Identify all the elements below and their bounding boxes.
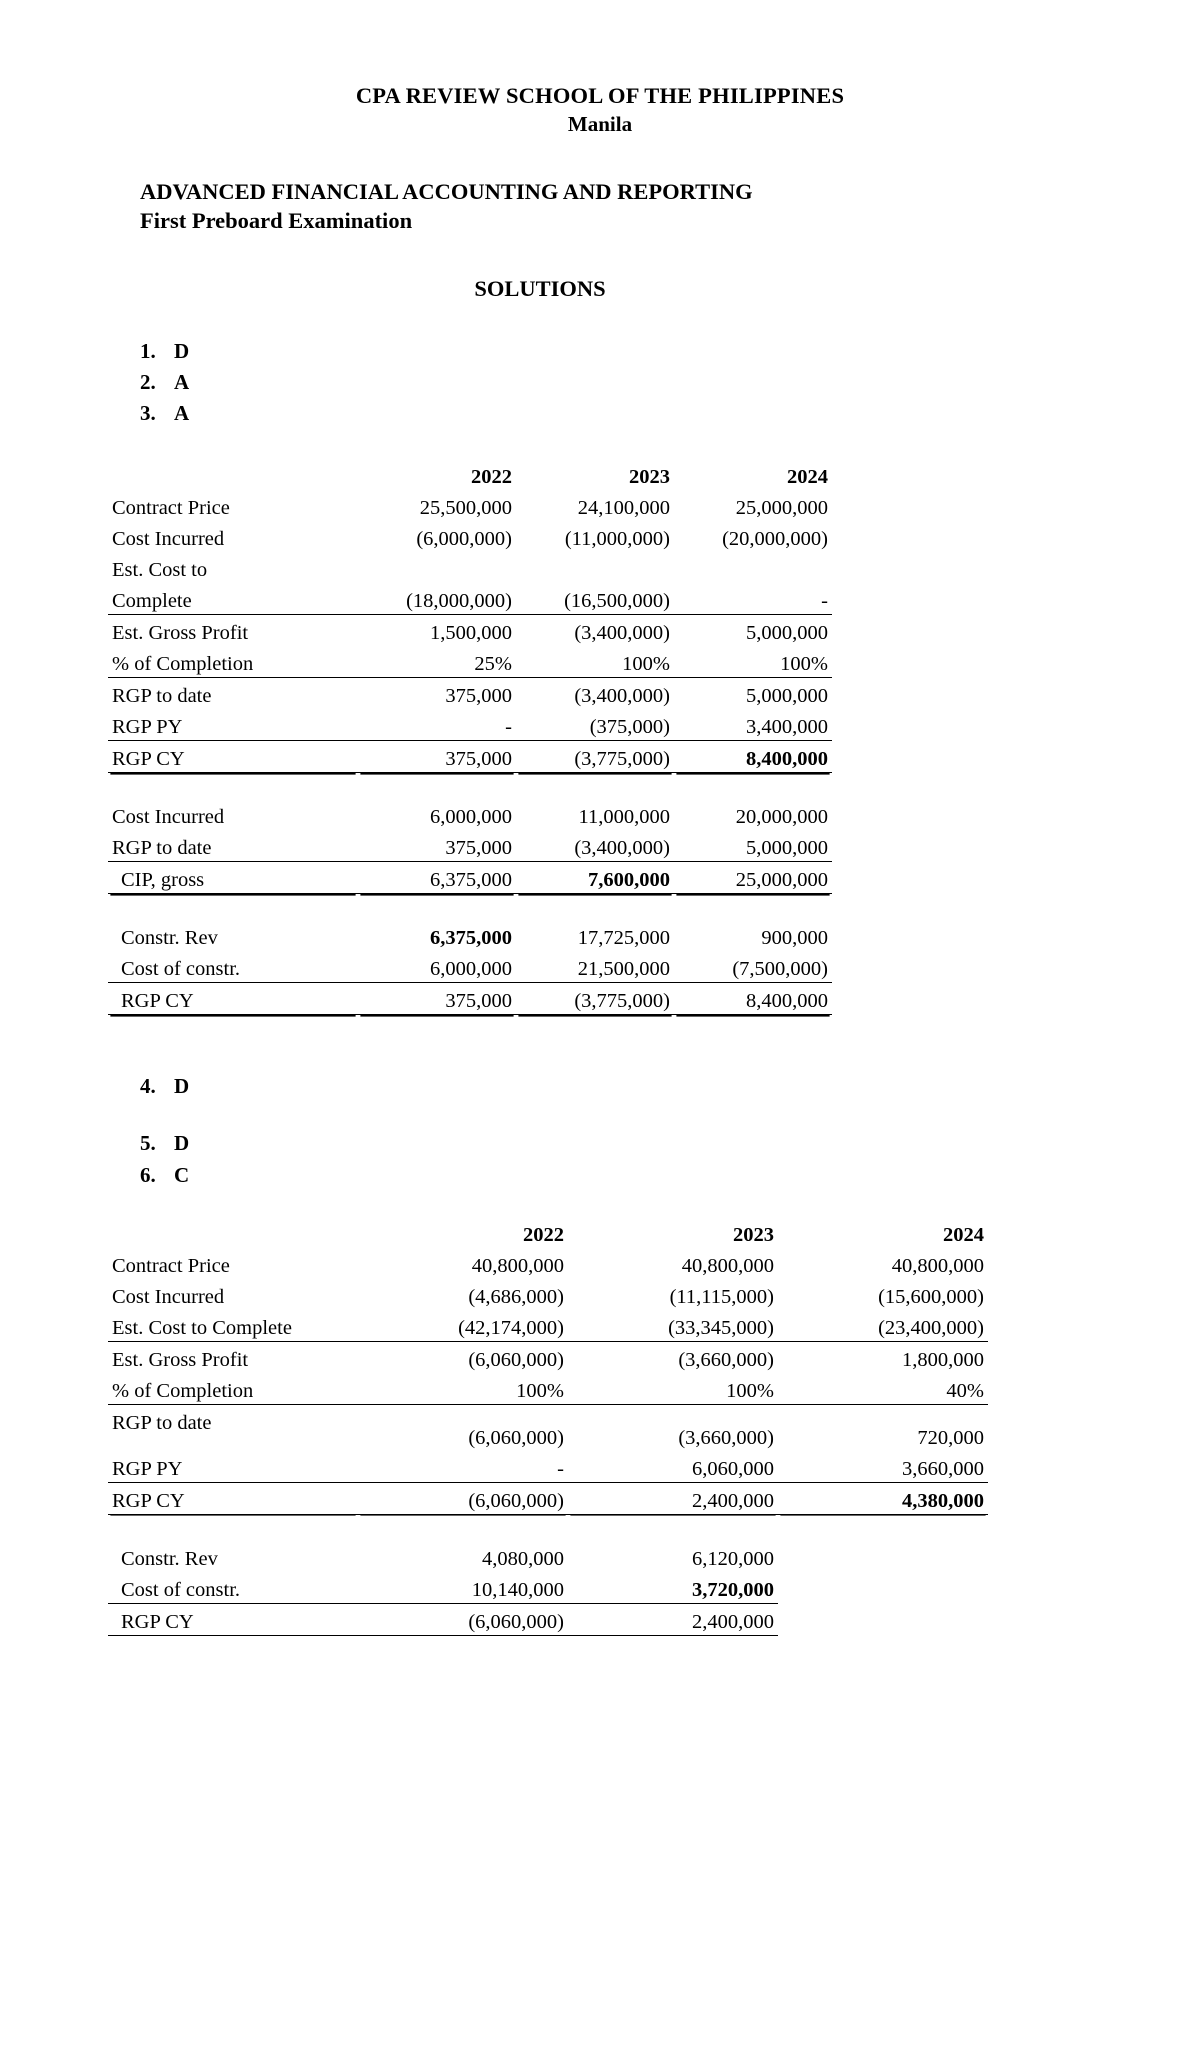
cell-value: (11,000,000) [564, 528, 670, 551]
cell-value: 8,400,000 [674, 983, 832, 1015]
answer-letter: D [174, 339, 190, 364]
cell-value: - [674, 583, 832, 615]
cell-value: (42,174,000) [358, 1310, 568, 1342]
cell-value: (3,775,000) [516, 741, 674, 773]
solutions-heading: SOLUTIONS [474, 276, 606, 302]
cell-value: (6,060,000) [358, 1603, 568, 1635]
cell-value: 100% [568, 1373, 778, 1405]
solution-table-q3 [108, 459, 832, 1015]
row-label: RGP PY [108, 1451, 358, 1483]
cell-value: 900,000 [761, 927, 828, 950]
cell-value [778, 1572, 988, 1604]
answer-item [140, 1071, 1200, 1102]
row-label: Cost Incurred [112, 1285, 225, 1308]
cell-value: - [358, 1451, 568, 1483]
answer-number: 5. [140, 1131, 156, 1156]
table-row [108, 799, 832, 830]
cell-value: (6,060,000) [468, 1348, 564, 1371]
cell-value: 17,725,000 [577, 927, 670, 950]
table-row [108, 1541, 988, 1572]
row-label: RGP to date [108, 830, 358, 862]
cell-value: 375,000 [358, 983, 516, 1015]
cell-value: 1,800,000 [902, 1348, 984, 1371]
cell-value: 25% [358, 646, 516, 678]
answer-letter: A [174, 401, 190, 426]
cell-value: 20,000,000 [735, 806, 828, 829]
cell-value: 100% [516, 646, 674, 678]
cell-value: 375,000 [445, 685, 512, 708]
answer-item [140, 336, 1200, 367]
cell-value: 6,000,000 [430, 806, 512, 829]
cell-value: 1,500,000 [430, 622, 512, 645]
cell-value: 5,000,000 [746, 685, 828, 708]
cell-value: 10,140,000 [358, 1572, 568, 1604]
document-header [0, 82, 1200, 139]
header-blank [108, 1217, 358, 1248]
row-label: RGP to date [112, 1411, 212, 1434]
cell-value: 375,000 [358, 741, 516, 773]
column-header: 2022 [471, 466, 512, 489]
table-spacer [108, 894, 832, 921]
answer-letter: A [174, 370, 190, 395]
row-label: % of Completion [108, 1373, 358, 1405]
cell-value: 40,800,000 [891, 1254, 984, 1277]
table-row [108, 583, 832, 615]
row-label: RGP CY [108, 1603, 358, 1635]
table-row [108, 1572, 988, 1604]
cell-value: 8,400,000 [674, 741, 832, 773]
row-label: Est. Cost to [112, 559, 208, 582]
row-label: Cost of constr. [108, 1572, 358, 1604]
row-label: % of Completion [108, 646, 358, 678]
table-row [108, 552, 832, 583]
table-row-total [108, 1603, 988, 1635]
subject-title: ADVANCED FINANCIAL ACCOUNTING AND REPORTING [140, 178, 753, 204]
table-row-total [108, 741, 832, 773]
row-label: RGP CY [108, 741, 358, 773]
row-label: Contract Price [112, 1254, 230, 1277]
cell-value: 375,000 [358, 830, 516, 862]
row-label: Cost Incurred [112, 806, 225, 829]
cell-value: 2,400,000 [568, 1482, 778, 1514]
cell-value: - [358, 709, 516, 741]
table-row [108, 1404, 988, 1451]
table-row [108, 615, 832, 647]
answer-letter: C [174, 1162, 190, 1187]
cell-value: 5,000,000 [674, 830, 832, 862]
cell-value: 25,000,000 [735, 497, 828, 520]
table-header-row [108, 459, 832, 490]
cell-value: (3,660,000) [678, 1348, 774, 1371]
cell-value: 25,000,000 [674, 862, 832, 894]
solution-table-q3-wrapper [108, 459, 1200, 1015]
school-name: CPA REVIEW SCHOOL OF THE PHILIPPINES [355, 83, 845, 108]
cell-value: 5,000,000 [746, 622, 828, 645]
row-label: Cost of constr. [108, 951, 358, 983]
cell-value: 6,000,000 [358, 951, 516, 983]
column-header: 2024 [943, 1223, 984, 1246]
cell-value: 100% [358, 1373, 568, 1405]
row-label: Est. Cost to Complete [108, 1310, 358, 1342]
cell-value [516, 552, 674, 583]
exam-title: First Preboard Examination [140, 208, 413, 234]
answer-item [140, 367, 1200, 398]
cell-value: (23,400,000) [778, 1310, 988, 1342]
table-row [108, 678, 832, 710]
row-label: RGP CY [108, 983, 358, 1015]
cell-value: 6,375,000 [358, 862, 516, 894]
cell-value: (4,686,000) [468, 1285, 564, 1308]
answer-item [140, 1128, 1200, 1159]
cell-value: 4,380,000 [778, 1482, 988, 1514]
cell-value: (3,400,000) [516, 830, 674, 862]
document-page [0, 82, 1200, 2058]
table-row [108, 1373, 988, 1405]
row-label: RGP to date [112, 685, 212, 708]
answer-item [140, 1160, 1200, 1191]
cell-value [778, 1541, 988, 1572]
table-row [108, 490, 832, 521]
answer-gap [140, 1102, 1200, 1128]
cell-value [358, 552, 516, 583]
cell-value: 6,060,000 [568, 1451, 778, 1483]
table-row-total [108, 983, 832, 1015]
table-row [108, 1310, 988, 1342]
cell-value: 40% [778, 1373, 988, 1405]
answer-list-first [140, 336, 1200, 429]
table-row [108, 1341, 988, 1373]
cell-value: (16,500,000) [516, 583, 674, 615]
answer-letter: D [174, 1131, 190, 1156]
answer-letter: D [174, 1074, 190, 1099]
cell-value: 40,800,000 [681, 1254, 774, 1277]
cell-value: (33,345,000) [568, 1310, 778, 1342]
cell-value: 21,500,000 [516, 951, 674, 983]
cell-value: (18,000,000) [358, 583, 516, 615]
row-label: Cost Incurred [112, 528, 225, 551]
cell-value: 6,375,000 [430, 927, 512, 950]
row-label: Complete [108, 583, 358, 615]
cell-value: 40,800,000 [471, 1254, 564, 1277]
solution-table-q6 [108, 1217, 988, 1636]
cell-value: 24,100,000 [577, 497, 670, 520]
cell-value: (3,400,000) [574, 622, 670, 645]
cell-value: 2,400,000 [568, 1603, 778, 1635]
table-row [108, 951, 832, 983]
school-city: Manila [567, 112, 633, 137]
cell-value: (7,500,000) [674, 951, 832, 983]
cell-value: (3,660,000) [678, 1426, 774, 1449]
cell-value: 100% [674, 646, 832, 678]
cell-value: (6,060,000) [358, 1482, 568, 1514]
column-header: 2024 [787, 466, 828, 489]
cell-value: (20,000,000) [722, 528, 828, 551]
header-blank [108, 459, 358, 490]
row-label: Constr. Rev [121, 927, 218, 950]
solution-table-q6-wrapper [108, 1217, 1200, 1636]
cell-value: (6,000,000) [416, 528, 512, 551]
row-label: RGP CY [108, 1482, 358, 1514]
column-header: 2023 [733, 1223, 774, 1246]
table-row [108, 521, 832, 552]
answer-number: 6. [140, 1162, 156, 1187]
table-spacer [108, 773, 832, 800]
table-row [108, 1248, 988, 1279]
cell-value: (3,775,000) [516, 983, 674, 1015]
answer-number: 3. [140, 401, 156, 426]
cell-value: 25,500,000 [419, 497, 512, 520]
column-header: 2022 [523, 1223, 564, 1246]
cell-value: 3,660,000 [778, 1451, 988, 1483]
cell-value: 7,600,000 [516, 862, 674, 894]
table-row [108, 920, 832, 951]
cell-value: (15,600,000) [878, 1285, 984, 1308]
table-row-total [108, 862, 832, 894]
cell-value [778, 1603, 988, 1635]
answer-number: 4. [140, 1074, 156, 1099]
table-spacer [108, 1514, 988, 1541]
cell-value: 3,720,000 [568, 1572, 778, 1604]
cell-value: (11,115,000) [669, 1285, 774, 1308]
table-row [108, 709, 832, 741]
cell-value: (375,000) [516, 709, 674, 741]
table-row [108, 1279, 988, 1310]
answer-list-second [140, 1071, 1200, 1190]
cell-value: 3,400,000 [674, 709, 832, 741]
cell-value: 720,000 [917, 1426, 984, 1449]
table-row-total [108, 1482, 988, 1514]
answer-item [140, 398, 1200, 429]
table-row [108, 646, 832, 678]
cell-value: 4,080,000 [482, 1547, 564, 1570]
row-label: CIP, gross [108, 862, 358, 894]
row-label: Contract Price [112, 497, 230, 520]
subject-block [140, 177, 1200, 236]
answer-number: 2. [140, 370, 156, 395]
cell-value [674, 552, 832, 583]
column-header: 2023 [629, 466, 670, 489]
cell-value: (3,400,000) [574, 685, 670, 708]
row-label: Est. Gross Profit [112, 622, 249, 645]
row-label: Est. Gross Profit [112, 1348, 249, 1371]
row-label: RGP PY [108, 709, 358, 741]
cell-value: (6,060,000) [468, 1426, 564, 1449]
table-row [108, 1451, 988, 1483]
cell-value: 6,120,000 [692, 1547, 774, 1570]
row-label: Constr. Rev [121, 1547, 218, 1570]
answer-number: 1. [140, 339, 156, 364]
table-row [108, 830, 832, 862]
table-header-row [108, 1217, 988, 1248]
cell-value: 11,000,000 [578, 806, 670, 829]
